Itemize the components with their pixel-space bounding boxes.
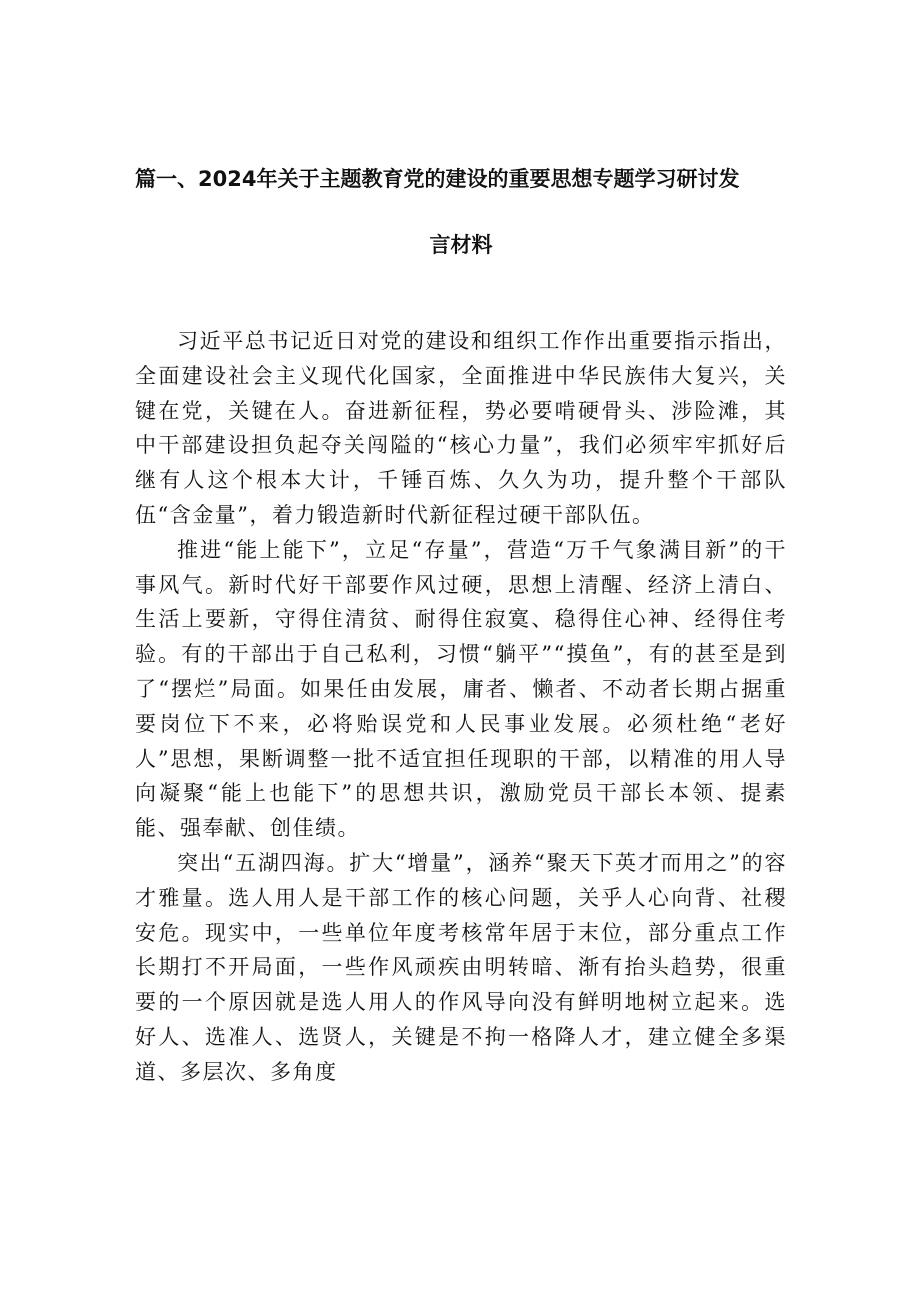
body-paragraph-2: 推进“能上能下”，立足“存量”，营造“万千气象满目新”的干事风气。新时代好干部要作风过硬，思想上清醒、经济上清白、生活上要新，守得住清贫、耐得住寂寞、稳得住心神、经得住考验。有的干部出于自己私利，习惯“躺平”“摸鱼”，有的甚至是到了“摆烂”局面。如果任由发展，庸者、懒者、不动者长期占据重要岗位下不来，必将贻误党和人民事业发展。必须杜绝“老好人”思想，果断调整一批不适宜担任现职的干部，以精准的用人导向凝聚“能上也能下”的思想共识，激励党员干部长本领、提素能、强奉献、创佳绩。 — [135, 537, 787, 841]
body-paragraph-1: 习近平总书记近日对党的建设和组织工作作出重要指示指出，全面建设社会主义现代化国家，全面推进中华民族伟大复兴，关键在党，关键在人。奋进新征程，势必要啃硬骨头、涉险滩，其中干部建设担负起夺关闯隘的“核心力量”，我们必须牢牢抓好后继有人这个根本大计，千锤百炼、久久为功，提升整个干部队伍“含金量”，着力锻造新时代新征程过硬干部队伍。 — [135, 329, 787, 527]
body-paragraph-3: 突出“五湖四海。扩大“增量”，涵养“聚天下英才而用之”的容才雅量。选人用人是干部工作的核心问题，关乎人心向背、社稷安危。现实中，一些单位年度考核常年居于末位，部分重点工作长期打不开局面，一些作风顽疾由明转暗、渐有抬头趋势，很重要的一个原因就是选人用人的作风导向没有鲜明地树立起来。选好人、选准人、选贤人，关键是不拘一格降人才，建立健全多渠道、多层次、多角度 — [135, 850, 787, 1084]
document-title-line-2: 言材料 — [429, 233, 493, 257]
document-title-line-1: 篇一、2024年关于主题教育党的建设的重要思想专题学习研讨发 — [135, 167, 740, 191]
document-body — [135, 324, 787, 1090]
